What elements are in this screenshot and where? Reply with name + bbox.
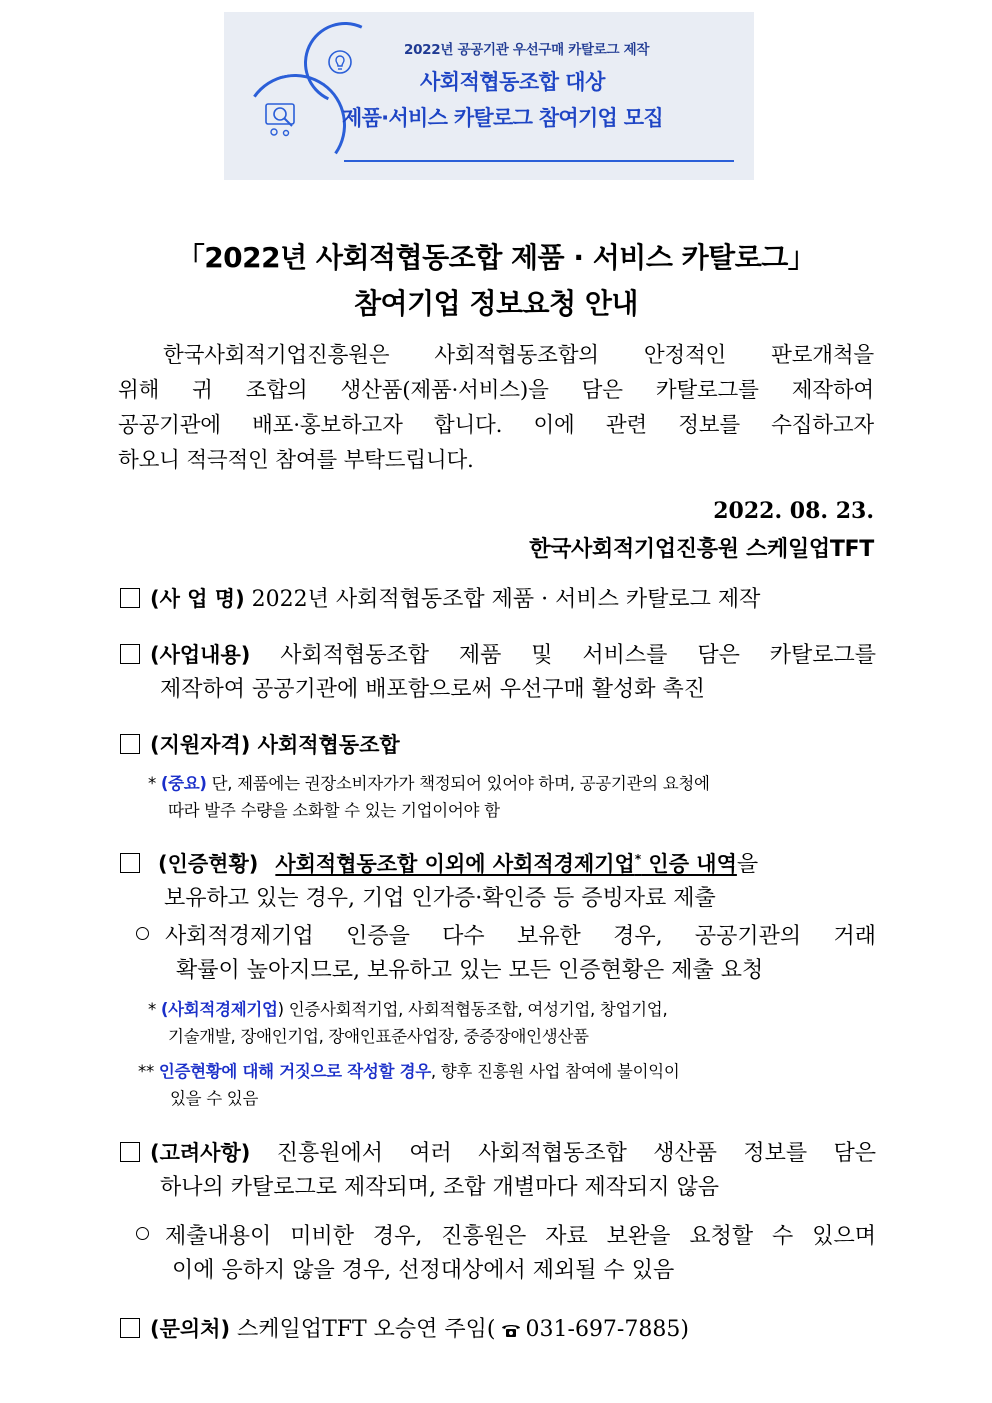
note-text: ) (277, 1000, 284, 1019)
telephone-icon (500, 1322, 522, 1338)
banner-title-line2: 제품·서비스 카탈로그 참여기업 모집 (342, 106, 663, 130)
document-title-line1: 「2022년 사회적협동조합 제품 · 서비스 카탈로그」 (176, 241, 816, 274)
checkbox-square-icon (120, 1318, 140, 1338)
banner-title-line1: 사회적협동조합 대상 (420, 70, 605, 94)
note-text: 인증사회적기업, 사회적협동조합, 여성기업, 창업기업, (283, 1000, 668, 1019)
section-certification (120, 842, 876, 916)
eligibility-note (148, 770, 876, 824)
bullet-text: 이에 응하지 않을 경우, 선정대상에서 제외될 수 있음 (172, 1258, 675, 1283)
section-label: (지원자격) (150, 733, 251, 757)
certification-bullet (136, 920, 876, 988)
section-text: 보유하고 있는 경우, 기업 인가증·확인증 등 증빙자료 제출 (164, 886, 716, 911)
note-text: 단, 제품에는 권장소비자가가 책정되어 있어야 하며, 공공기관의 요청에 (206, 774, 710, 793)
gear-magnifier-icon (260, 96, 304, 140)
checkbox-square-icon (120, 853, 140, 873)
section-label: (인증현황) (158, 852, 259, 876)
underlined-text: 사회적협동조합 이외에 사회적경제기업 (275, 852, 635, 876)
section-text: 진흥원에서 여러 사회적협동조합 생산품 정보를 담은 (250, 1141, 876, 1166)
note-emphasis: 인증현황에 대해 거짓으로 작성할 경우 (158, 1062, 431, 1081)
issuing-organization: 한국사회적기업진흥원 스케일업TFT (529, 537, 874, 562)
header-banner (224, 12, 754, 180)
underlined-emphasis (275, 852, 737, 876)
bullet-circle-icon (136, 927, 149, 940)
document-title-line2: 참여기업 정보요청 안내 (354, 287, 638, 320)
section-text: 사회적협동조합 제품 및 서비스를 담은 카탈로그를 (250, 643, 876, 668)
lightbulb-head-icon (324, 48, 356, 80)
bullet-text: 확률이 높아지므로, 보유하고 있는 모든 인증현황은 제출 요청 (176, 958, 764, 983)
section-business-name (120, 582, 876, 617)
note-marker: * (148, 774, 161, 793)
note-emphasis: (중요) (160, 774, 207, 793)
section-label: (사업내용) (150, 643, 251, 667)
section-text: 2022년 사회적협동조합 제품 · 서비스 카탈로그 제작 (244, 587, 761, 612)
certification-note-2 (138, 1058, 876, 1112)
bullet-circle-icon (136, 1227, 149, 1240)
section-business-content (120, 638, 876, 707)
checkbox-square-icon (120, 1142, 140, 1162)
banner-underline (344, 160, 734, 162)
section-text: 사회적협동조합 (250, 733, 400, 757)
intro-line: 위해 귀 조합의 생산품(제품·서비스)을 담은 카탈로그를 제작하여 (118, 378, 874, 403)
section-label: (문의처) (150, 1317, 231, 1341)
note-text: 따라 발주 수량을 소화할 수 있는 기업이어야 함 (168, 801, 500, 820)
note-text: 기술개발, 장애인기업, 장애인표준사업장, 중증장애인생산품 (168, 1027, 589, 1046)
document-date: 2022. 08. 23. (713, 498, 874, 524)
section-label: (고려사항) (150, 1141, 251, 1165)
intro-line: 한국사회적기업진흥원은 사회적협동조합의 안정적인 판로개척을 (118, 343, 874, 368)
checkbox-square-icon (120, 734, 140, 754)
footnote-marker: * (634, 852, 642, 866)
underlined-text: 인증 내역 (641, 852, 737, 876)
section-eligibility (120, 728, 876, 763)
phone-number: 031-697-7885) (525, 1317, 689, 1342)
certification-note-1 (148, 996, 876, 1050)
checkbox-square-icon (120, 644, 140, 664)
section-considerations (120, 1136, 876, 1205)
section-contact (120, 1312, 876, 1347)
note-emphasis: (사회적경제기업 (160, 1000, 278, 1019)
bullet-text: 사회적경제기업 인증을 다수 보유한 경우, 공공기관의 거래 (165, 924, 876, 949)
note-marker: ** (138, 1062, 159, 1081)
note-text: 있을 수 있음 (170, 1089, 259, 1108)
section-label: (사 업 명) (150, 587, 245, 611)
intro-paragraph (118, 338, 874, 478)
banner-subtitle: 2022년 공공기관 우선구매 카탈로그 제작 (404, 42, 650, 58)
considerations-bullet (136, 1220, 876, 1288)
section-text: 제작하여 공공기관에 배포함으로써 우선구매 활성화 촉진 (160, 677, 706, 702)
intro-line: 하오니 적극적인 참여를 부탁드립니다. (118, 448, 474, 473)
section-text: 을 (736, 852, 759, 877)
bullet-text: 제출내용이 미비한 경우, 진흥원은 자료 보완을 요청할 수 있으며 (165, 1224, 876, 1249)
section-text: 하나의 카탈로그로 제작되며, 조합 개별마다 제작되지 않음 (160, 1175, 720, 1200)
checkbox-square-icon (120, 588, 140, 608)
intro-line: 공공기관에 배포·홍보하고자 합니다. 이에 관련 정보를 수집하고자 (118, 413, 874, 438)
note-marker: * (148, 1000, 161, 1019)
note-text: , 향후 진흥원 사업 참여에 불이익이 (430, 1062, 680, 1081)
contact-text: 스케일업TFT 오승연 주임( (230, 1317, 496, 1342)
